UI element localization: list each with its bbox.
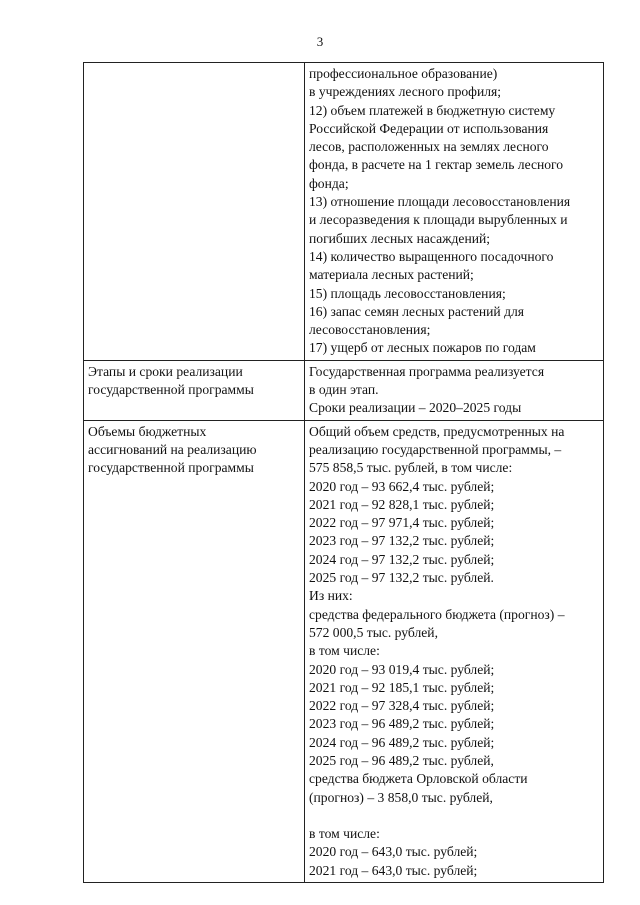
cell-text-line: профессиональное образование) — [309, 66, 498, 81]
cell-text-line: средства федерального бюджета (прогноз) – — [309, 606, 565, 622]
cell-text-line: 15) площадь лесовосстановления; — [309, 285, 506, 301]
table-cell-label — [84, 420, 305, 882]
cell-text-line: в один этап. — [309, 382, 379, 398]
cell-text-line: Российской Федерации от использования — [309, 120, 549, 136]
cell-text-line: погибших лесных насаждений; — [309, 230, 491, 246]
cell-text-line: (прогноз) – 3 858,0 тыс. рублей, — [309, 789, 493, 805]
cell-text-line: Из них: — [309, 588, 353, 604]
cell-text-line: 16) запас семян лесных растений для — [309, 303, 525, 319]
cell-text-line: 14) количество выращенного посадочного — [309, 248, 554, 264]
cell-text-line: Общий объем средств, предусмотренных на — [309, 423, 565, 439]
cell-text-line: материала лесных растений; — [309, 267, 474, 283]
cell-text-line: фонда; — [309, 175, 349, 191]
cell-text-line: 2020 год – 643,0 тыс. рублей; — [309, 844, 478, 860]
cell-text-line: 575 858,5 тыс. рублей, в том числе: — [309, 460, 513, 476]
table-row — [84, 420, 604, 882]
cell-text-line: 2022 год – 97 328,4 тыс. рублей; — [309, 698, 495, 714]
cell-text-line: 2024 год – 96 489,2 тыс. рублей; — [309, 734, 495, 750]
table-row — [84, 63, 604, 361]
cell-text-line: 572 000,5 тыс. рублей, — [309, 624, 438, 640]
cell-text-line: 2022 год – 97 971,4 тыс. рублей; — [309, 515, 495, 531]
cell-text-line: в том числе: — [309, 826, 380, 842]
cell-text-line: 2025 год – 97 132,2 тыс. рублей. — [309, 570, 494, 586]
cell-text-line: средства бюджета Орловской области — [309, 771, 528, 787]
cell-text-line: реализацию государственной программы, – — [309, 441, 562, 457]
table-cell-value — [305, 420, 604, 882]
cell-text-line: 13) отношение площади лесовосстановления — [309, 194, 571, 210]
cell-text-line: 2023 год – 96 489,2 тыс. рублей; — [309, 716, 495, 732]
table-cell-label — [84, 360, 305, 420]
cell-text-line: фонда, в расчете на 1 гектар земель лесного — [309, 157, 564, 173]
cell-text-line: лесов, расположенных на землях лесного — [309, 139, 549, 155]
cell-text-line: государственной программы — [88, 382, 254, 398]
cell-text-line: и лесоразведения к площади вырубленных и — [309, 212, 568, 228]
cell-text-line: 2021 год – 92 185,1 тыс. рублей; — [309, 679, 495, 695]
cell-text-line: 2021 год – 643,0 тыс. рублей; — [309, 862, 478, 878]
cell-text-line: государственной программы — [88, 460, 254, 476]
cell-text-line: 2020 год – 93 662,4 тыс. рублей; — [309, 478, 495, 494]
cell-text-line: ассигнований на реализацию — [88, 441, 257, 457]
cell-text-line: Этапы и сроки реализации — [88, 363, 243, 379]
cell-text-line: Сроки реализации – 2020–2025 годы — [309, 400, 522, 416]
table-cell-value — [305, 360, 604, 420]
page-number: 3 — [316, 34, 324, 49]
cell-text-line: Государственная программа реализуется — [309, 363, 545, 379]
cell-text-line: 2021 год – 92 828,1 тыс. рублей; — [309, 496, 495, 512]
table-body — [84, 63, 604, 883]
table-cell-label — [84, 63, 305, 361]
cell-text-line: лесовосстановления; — [309, 322, 431, 338]
cell-text-line: 17) ущерб от лесных пожаров по годам — [309, 340, 536, 356]
cell-text-line: 2024 год – 97 132,2 тыс. рублей; — [309, 551, 495, 567]
cell-text-line: Объемы бюджетных — [88, 423, 207, 439]
cell-text-line: 2020 год – 93 019,4 тыс. рублей; — [309, 661, 495, 677]
cell-text-line: 2023 год – 97 132,2 тыс. рублей; — [309, 533, 495, 549]
cell-text-line — [309, 807, 599, 825]
table-cell-value — [305, 63, 604, 361]
cell-text-line: 2025 год – 96 489,2 тыс. рублей, — [309, 752, 494, 768]
table-row — [84, 360, 604, 420]
passport-table — [83, 62, 604, 883]
cell-text-line: в том числе: — [309, 643, 380, 659]
cell-text-line: 12) объем платежей в бюджетную систему — [309, 102, 556, 118]
cell-text-line: в учреждениях лесного профиля; — [309, 84, 502, 100]
